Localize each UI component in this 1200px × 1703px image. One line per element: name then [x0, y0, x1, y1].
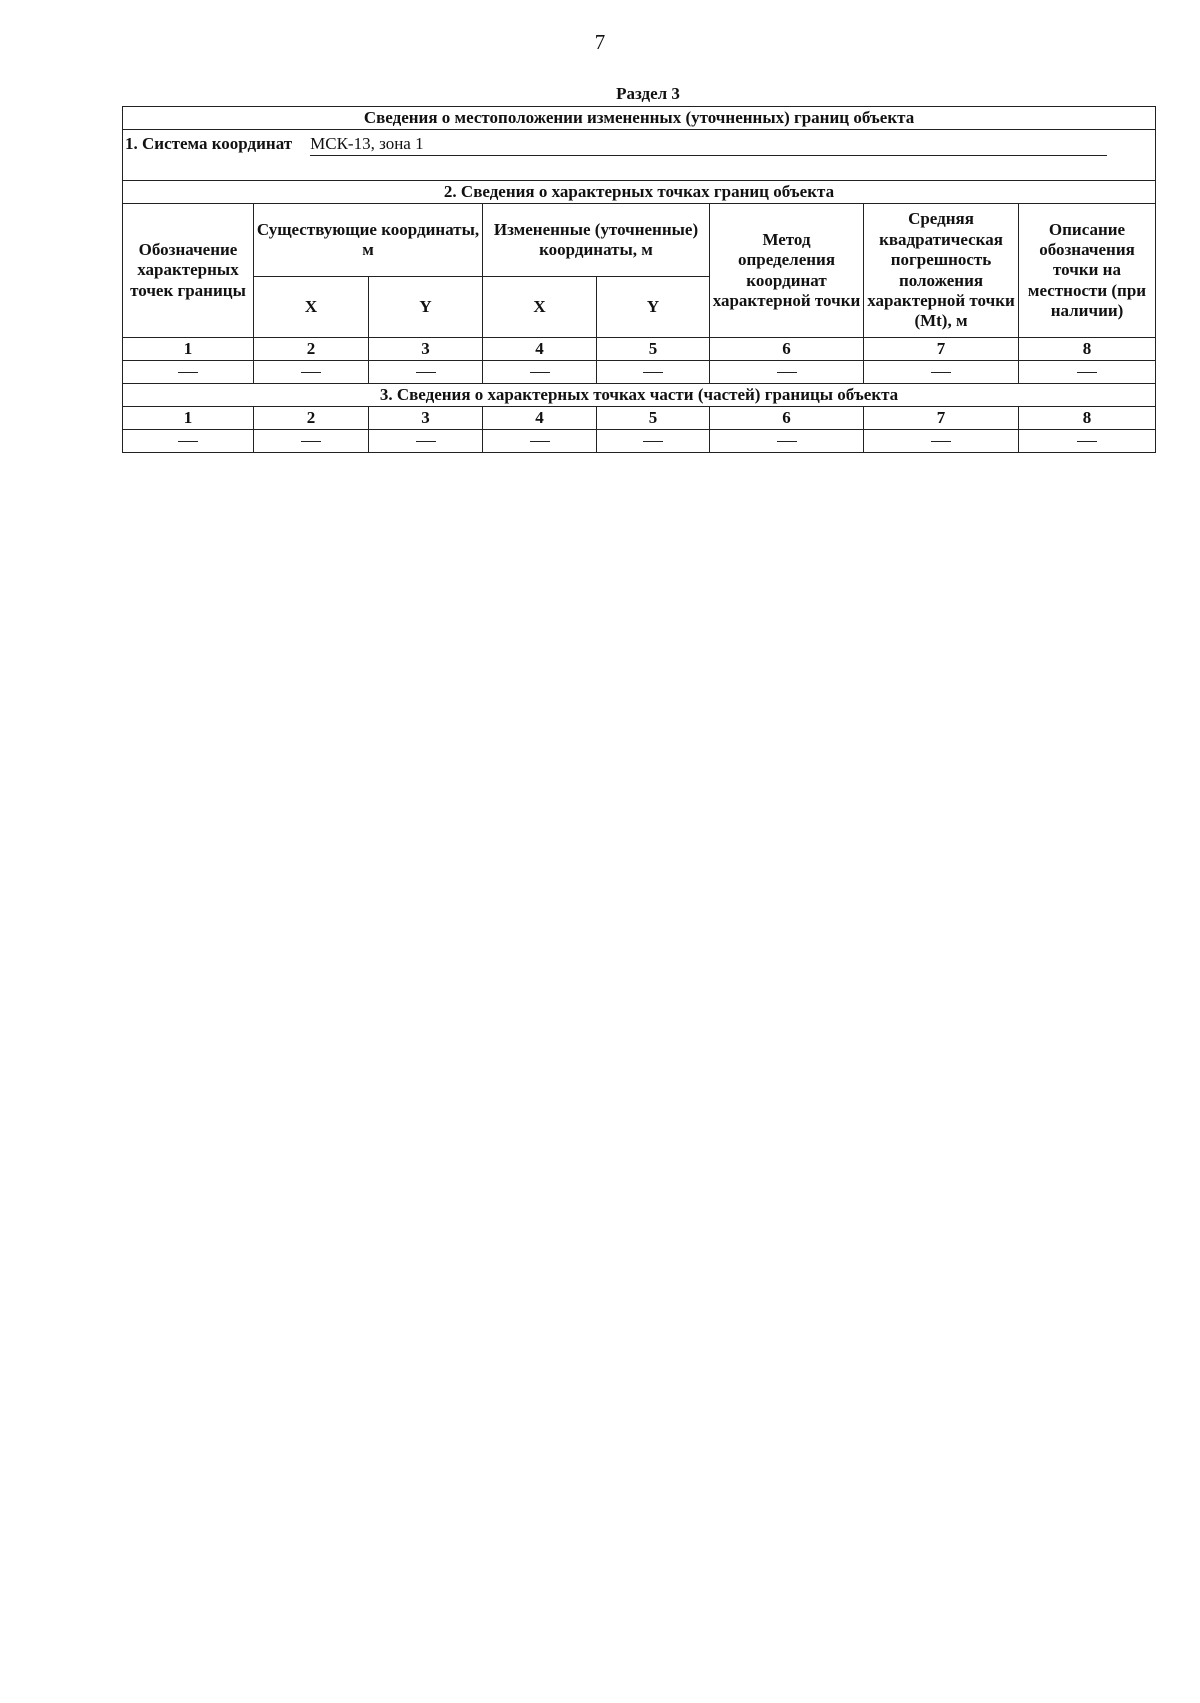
dash-mark — [777, 372, 797, 373]
dash-mark — [931, 441, 951, 442]
header-existing-coordinates: Существующие координаты, м — [254, 204, 483, 277]
empty-cell — [254, 430, 369, 453]
dash-mark — [416, 372, 436, 373]
header-method: Метод определения координат характерной точки — [710, 204, 864, 338]
dash-mark — [530, 441, 550, 442]
empty-cell — [710, 430, 864, 453]
dash-mark — [777, 441, 797, 442]
header-description: Описание обозначения точки на местности (при наличии) — [1019, 204, 1156, 338]
coordinate-system-value: МСК-13, зона 1 — [310, 134, 1107, 155]
column-number: 5 — [597, 338, 710, 361]
boundary-table — [122, 106, 1156, 453]
column-number: 1 — [123, 338, 254, 361]
dash-mark — [1077, 441, 1097, 442]
empty-cell — [483, 430, 597, 453]
column-number: 3 — [369, 407, 483, 430]
column-number: 4 — [483, 338, 597, 361]
dash-mark — [530, 372, 550, 373]
dash-mark — [416, 441, 436, 442]
empty-cell — [864, 430, 1019, 453]
empty-cell — [369, 361, 483, 384]
header-existing-y: Y — [369, 277, 483, 338]
empty-cell — [123, 430, 254, 453]
page-number: 7 — [594, 30, 606, 54]
dash-mark — [301, 441, 321, 442]
column-number: 6 — [710, 407, 864, 430]
points-section-title: 2. Сведения о характерных точках границ объекта — [123, 181, 1156, 204]
column-number: 2 — [254, 338, 369, 361]
empty-cell — [123, 361, 254, 384]
parts-section-title: 3. Сведения о характерных точках части (частей) границы объекта — [123, 384, 1156, 407]
dash-mark — [643, 372, 663, 373]
empty-cell — [1019, 430, 1156, 453]
column-number: 8 — [1019, 407, 1156, 430]
dash-mark — [643, 441, 663, 442]
column-number: 7 — [864, 338, 1019, 361]
column-number: 1 — [123, 407, 254, 430]
table-title: Сведения о местоположении измененных (уточненных) границ объекта — [123, 107, 1156, 130]
column-number: 8 — [1019, 338, 1156, 361]
dash-mark — [301, 372, 321, 373]
column-number: 4 — [483, 407, 597, 430]
column-number: 2 — [254, 407, 369, 430]
empty-cell — [369, 430, 483, 453]
dash-mark — [931, 372, 951, 373]
empty-cell — [710, 361, 864, 384]
blank-row — [123, 160, 1156, 181]
dash-mark — [1077, 372, 1097, 373]
empty-cell — [597, 430, 710, 453]
header-existing-x: X — [254, 277, 369, 338]
header-changed-coordinates: Измененные (уточненные) координаты, м — [483, 204, 710, 277]
dash-mark — [178, 372, 198, 373]
coordinate-system-label: 1. Система координат — [125, 134, 293, 154]
empty-cell — [483, 361, 597, 384]
empty-cell — [864, 361, 1019, 384]
column-number: 6 — [710, 338, 864, 361]
dash-mark — [178, 441, 198, 442]
header-changed-y: Y — [597, 277, 710, 338]
empty-cell — [254, 361, 369, 384]
empty-cell — [1019, 361, 1156, 384]
column-number: 3 — [369, 338, 483, 361]
empty-cell — [597, 361, 710, 384]
column-number: 7 — [864, 407, 1019, 430]
header-mean-error: Средняя квадратическая погрешность положения характерной точки (Mt), м — [864, 204, 1019, 338]
header-changed-x: X — [483, 277, 597, 338]
section-title: Раздел 3 — [616, 84, 680, 103]
header-designation: Обозначение характерных точек границы — [123, 204, 254, 338]
column-number: 5 — [597, 407, 710, 430]
coordinate-system-row — [123, 130, 1156, 161]
